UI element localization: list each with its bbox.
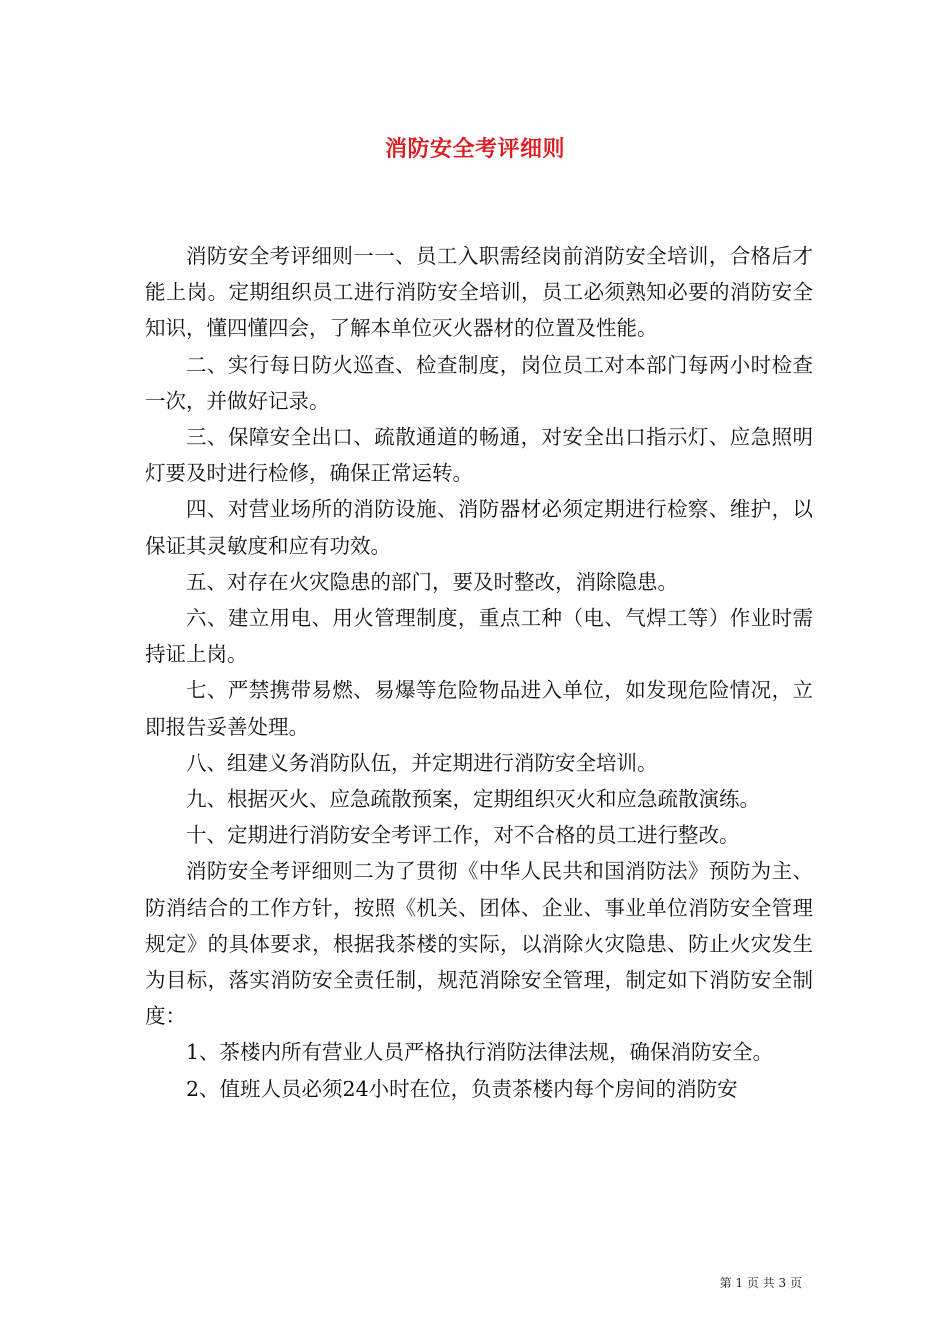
paragraph: 三、保障安全出口、疏散通道的畅通，对安全出口指示灯、应急照明灯要及时进行检修，确保正常运转。 bbox=[145, 425, 813, 486]
paragraph: 1、茶楼内所有营业人员严格执行消防法律法规，确保消防安全。 bbox=[186, 1040, 774, 1065]
paragraph: 六、建立用电、用火管理制度，重点工种（电、气焊工等）作业时需持证上岗。 bbox=[145, 606, 813, 667]
paragraph: 2、值班人员必须24小时在位，负责茶楼内每个房间的消防安 bbox=[186, 1076, 738, 1101]
document-title: 消防安全考评细则 bbox=[384, 136, 565, 162]
paragraph: 二、实行每日防火巡查、检查制度，岗位员工对本部门每两小时检查一次，并做好记录。 bbox=[145, 352, 813, 413]
paragraph: 四、对营业场所的消防设施、消防器材必须定期进行检察、维护，以保证其灵敏度和应有功效。 bbox=[145, 497, 813, 558]
document-body bbox=[145, 238, 813, 1107]
paragraph: 九、根据灭火、应急疏散预案，定期组织灭火和应急疏散演练。 bbox=[186, 787, 760, 812]
paragraph: 五、对存在火灾隐患的部门，要及时整改，消除隐患。 bbox=[186, 569, 678, 594]
paragraph: 消防安全考评细则二为了贯彻《中华人民共和国消防法》预防为主、防消结合的工作方针，按照《机关、团体、企业、事业单位消防安全管理规定》的具体要求，根据我茶楼的实际，以消除火灾隐患、防止火灾发生为目标，落实消防安全责任制，规范消除安全管理，制定如下消防安全制度： bbox=[145, 859, 813, 1029]
paragraph: 消防安全考评细则一一、员工入职需经岗前消防安全培训，合格后才能上岗。定期组织员工进行消防安全培训，员工必须熟知必要的消防安全知识，懂四懂四会，了解本单位灭火器材的位置及性能。 bbox=[145, 244, 813, 341]
paragraph: 八、组建义务消防队伍，并定期进行消防安全培训。 bbox=[186, 750, 658, 775]
page-number: 第 1 页 共 3 页 bbox=[719, 1276, 802, 1290]
paragraph: 十、定期进行消防安全考评工作，对不合格的员工进行整改。 bbox=[186, 823, 740, 848]
paragraph: 七、严禁携带易燃、易爆等危险物品进入单位，如发现危险情况，立即报告妥善处理。 bbox=[145, 678, 813, 739]
